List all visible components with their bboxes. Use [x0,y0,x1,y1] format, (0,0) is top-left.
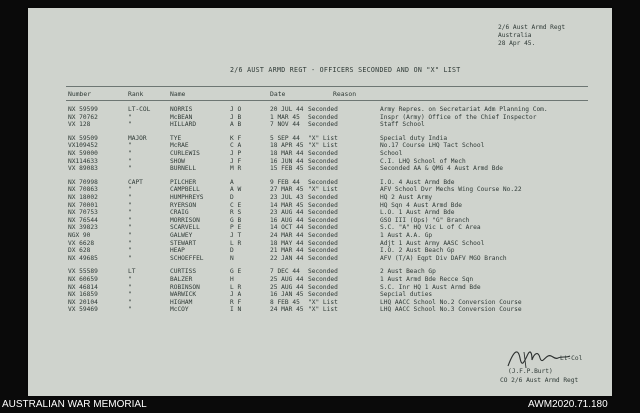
cell-reason: Staff School [380,121,425,129]
cell-status: Seconded [308,216,338,224]
cell-number: NX 39823 [68,224,98,232]
cell-number: NX 59599 [68,106,98,113]
cell-rank: " [128,216,132,224]
signature-name: (J.F.P.Burt) [508,368,553,375]
cell-number: VX 59469 [68,306,98,314]
cell-status: "X" List [308,134,338,142]
cell-status: Seconded [308,268,338,276]
cell-reason: LHQ AACC School No.2 Conversion Course [380,298,522,306]
cell-number: VX 55589 [68,268,98,276]
cell-date: 23 AUG 44 [270,209,304,217]
cell-status: Seconded [308,165,338,173]
header-rule-top [66,86,588,87]
cell-number: NX 70753 [68,209,98,217]
col-header-rank: Rank [128,90,144,98]
cell-surname: WARWICK [170,291,197,299]
cell-number: NX 70998 [68,178,98,186]
cell-surname: CURLEWIS [170,150,200,157]
cell-initials: J P [230,150,242,157]
cell-initials: M R [230,165,242,173]
cell-initials: D [230,194,234,201]
cell-surname: McBEAN [170,113,193,121]
cell-initials: A B [230,121,242,129]
cell-date: 7 DEC 44 [270,268,300,276]
cell-number: NX 18002 [68,194,98,201]
cell-reason: 2 Aust Beach Gp [380,268,436,276]
cell-status: Seconded [308,232,338,239]
cell-initials: P E [230,224,242,232]
cell-status: Seconded [308,178,338,186]
cell-reason: Seconded AA & QMG 4 Aust Armd Bde [380,165,503,173]
cell-initials: J T [230,232,242,239]
cell-number: VX 128 [68,121,91,129]
cell-rank: " [128,291,132,299]
cell-rank: " [128,232,132,239]
cell-rank: CAPT [128,178,143,186]
cell-rank: " [128,121,132,129]
cell-status: Seconded [308,150,338,157]
signature-appointment: CO 2/6 Aust Armd Regt [500,377,579,384]
cell-number: DX 628 [68,247,91,255]
cell-rank: " [128,201,132,209]
header-rule-bottom [66,100,588,101]
cell-date: 7 NOV 44 [270,121,300,129]
cell-rank: " [128,239,132,247]
cell-initials: A W [230,186,242,194]
cell-number: NX 70863 [68,186,98,194]
archive-name: AUSTRALIAN WAR MEMORIAL [2,399,147,410]
cell-reason: HQ Sqn 4 Aust Armd Bde [380,201,462,209]
archive-footer [0,397,640,413]
cell-rank: " [128,209,132,217]
cell-date: 16 JUN 44 [270,157,304,165]
cell-rank: " [128,186,132,194]
cell-reason: Special duty India [380,134,448,142]
cell-reason: I.O. 2 Aust Beach Gp [380,247,455,255]
cell-surname: BURNELL [170,165,197,173]
cell-reason: LHQ AACC School No.3 Conversion Course [380,306,522,314]
cell-reason: Army Repres. on Secretariat Adm Planning Com. [380,106,548,113]
cell-surname: MORRISON [170,216,200,224]
cell-reason: AFV (T/A) Eqpt Div DAFV MGO Branch [380,254,507,262]
col-header-date: Date [270,90,286,98]
cell-number: NX 70001 [68,201,98,209]
cell-initials: N [230,254,234,262]
cell-number: NX 20104 [68,298,98,306]
cell-date: 14 OCT 44 [270,224,304,232]
cell-initials: H [230,276,234,283]
cell-number: NX 49685 [68,254,98,262]
cell-date: 25 AUG 44 [270,283,304,291]
cell-rank: LT-COL [128,106,151,113]
country-line: Australia [498,32,532,39]
cell-status: Seconded [308,247,338,255]
cell-rank: " [128,150,132,157]
cell-surname: NORRIS [170,106,193,113]
cell-status: "X" List [308,142,338,150]
cell-surname: ROBINSON [170,283,200,291]
document-title: 2/6 AUST ARMD REGT - OFFICERS SECONDED AND ON "X" LIST [230,66,461,74]
cell-reason: HQ 2 Aust Army [380,194,433,201]
cell-rank: " [128,298,132,306]
cell-surname: TYE [170,134,182,142]
cell-number: VX 6628 [68,239,95,247]
cell-number: VX 89083 [68,165,98,173]
cell-surname: CRAIG [170,209,189,217]
document-page [28,8,612,396]
col-header-name: Name [170,90,186,98]
cell-reason: L.O. 1 Aust Armd Bde [380,209,455,217]
cell-rank: " [128,113,132,121]
cell-initials: A [230,178,234,186]
cell-initials: C E [230,201,242,209]
cell-initials: R S [230,209,242,217]
cell-date: 8 FEB 45 [270,298,300,306]
cell-status: Seconded [308,121,338,129]
cell-date: 22 JAN 44 [270,254,304,262]
cell-reason: School [380,150,403,157]
cell-initials: J F [230,157,242,165]
signature-rank: Lt-Col [560,355,583,362]
cell-reason: No.17 Course LHQ Tact School [380,142,485,150]
archive-reference: AWM2020.71.180 [528,399,608,410]
cell-date: 16 AUG 44 [270,216,304,224]
cell-rank: " [128,224,132,232]
cell-number: NX 16859 [68,291,98,299]
cell-number: NX 70762 [68,113,98,121]
cell-number: NX 76544 [68,216,98,224]
cell-initials: L R [230,283,242,291]
cell-date: 27 MAR 45 [270,186,304,194]
cell-date: 9 FEB 44 [270,178,300,186]
cell-date: 18 MAY 44 [270,239,304,247]
col-header-number: Number [68,90,92,98]
cell-surname: CAMPBELL [170,186,200,194]
cell-status: Seconded [308,194,338,201]
cell-initials: L R [230,239,242,247]
cell-date: 5 SEP 44 [270,134,300,142]
cell-initials: G E [230,268,242,276]
cell-surname: PILCHER [170,178,197,186]
cell-date: 18 MAR 44 [270,150,304,157]
cell-initials: J B [230,113,242,121]
cell-surname: HILLARD [170,121,197,129]
cell-surname: McRAE [170,142,189,150]
cell-reason: Adjt 1 Aust Army AASC School [380,239,485,247]
cell-number: NGX 90 [68,232,91,239]
cell-status: Seconded [308,113,338,121]
cell-status: Seconded [308,201,338,209]
cell-initials: D [230,247,234,255]
cell-status: Seconded [308,276,338,283]
cell-date: 24 MAR 44 [270,232,304,239]
cell-status: "X" List [308,306,338,314]
cell-initials: J O [230,106,242,113]
cell-rank: " [128,247,132,255]
cell-reason: GSO III (Ops) "G" Branch [380,216,470,224]
cell-date: 1 MAR 45 [270,113,300,121]
cell-surname: HIGHAM [170,298,193,306]
cell-reason: Sepcial duties [380,291,433,299]
date-line: 28 Apr 45. [498,40,536,47]
cell-status: Seconded [308,239,338,247]
cell-status: Seconded [308,106,338,113]
cell-status: Seconded [308,157,338,165]
cell-rank: " [128,283,132,291]
cell-date: 14 MAR 45 [270,201,304,209]
cell-rank: MAJOR [128,134,147,142]
cell-surname: SCHOEFFEL [170,254,204,262]
cell-surname: HUMPHREYS [170,194,204,201]
cell-rank: " [128,157,132,165]
unit-line: 2/6 Aust Armd Regt [498,24,566,31]
cell-number: NX 60659 [68,276,98,283]
cell-number: NX 59509 [68,134,98,142]
cell-rank: " [128,165,132,173]
cell-surname: CURTISS [170,268,197,276]
cell-reason: AFV School Dvr Mechs Wing Course No.22 [380,186,522,194]
cell-reason: Inspr (Army) Office of the Chief Inspector [380,113,537,121]
cell-date: 23 JUL 43 [270,194,304,201]
cell-initials: R F [230,298,242,306]
cell-surname: SHOW [170,157,185,165]
col-header-reason: Reason [333,90,357,98]
cell-date: 18 APR 45 [270,142,304,150]
cell-status: Seconded [308,254,338,262]
cell-number: NX 46814 [68,283,98,291]
cell-rank: " [128,194,132,201]
cell-status: Seconded [308,283,338,291]
cell-reason: C.I. LHQ School of Mech [380,157,466,165]
cell-date: 20 JUL 44 [270,106,304,113]
cell-surname: BALZER [170,276,193,283]
cell-number: NX114633 [68,157,98,165]
cell-status: "X" List [308,298,338,306]
cell-reason: 1 Aust Armd Bde Recce Sqn [380,276,474,283]
cell-number: VX109452 [68,142,98,150]
cell-surname: RYERSON [170,201,197,209]
cell-surname: GALWEY [170,232,193,239]
cell-status: Seconded [308,209,338,217]
cell-date: 15 FEB 45 [270,165,304,173]
cell-date: 21 MAR 44 [270,247,304,255]
cell-surname: SCARVELL [170,224,200,232]
cell-status: Seconded [308,224,338,232]
cell-initials: G B [230,216,242,224]
cell-rank: " [128,142,132,150]
cell-date: 25 AUG 44 [270,276,304,283]
cell-surname: STEWART [170,239,197,247]
cell-status: Seconded [308,291,338,299]
cell-reason: S.C. Inr HQ 1 Aust Armd Bde [380,283,481,291]
cell-rank: LT [128,268,136,276]
cell-surname: HEAP [170,247,185,255]
cell-initials: K F [230,134,242,142]
cell-surname: McCOY [170,306,189,314]
cell-initials: I N [230,306,242,314]
cell-initials: J A [230,291,242,299]
cell-rank: " [128,276,132,283]
cell-date: 24 MAR 45 [270,306,304,314]
cell-reason: I.O. 4 Aust Armd Bde [380,178,455,186]
cell-reason: S.C. "A" HQ Vic L of C Area [380,224,481,232]
cell-status: "X" List [308,186,338,194]
cell-rank: " [128,306,132,314]
cell-initials: C A [230,142,242,150]
cell-reason: 1 Aust A.A. Gp [380,232,433,239]
cell-rank: " [128,254,132,262]
cell-number: NX 59000 [68,150,98,157]
cell-date: 16 JAN 45 [270,291,304,299]
